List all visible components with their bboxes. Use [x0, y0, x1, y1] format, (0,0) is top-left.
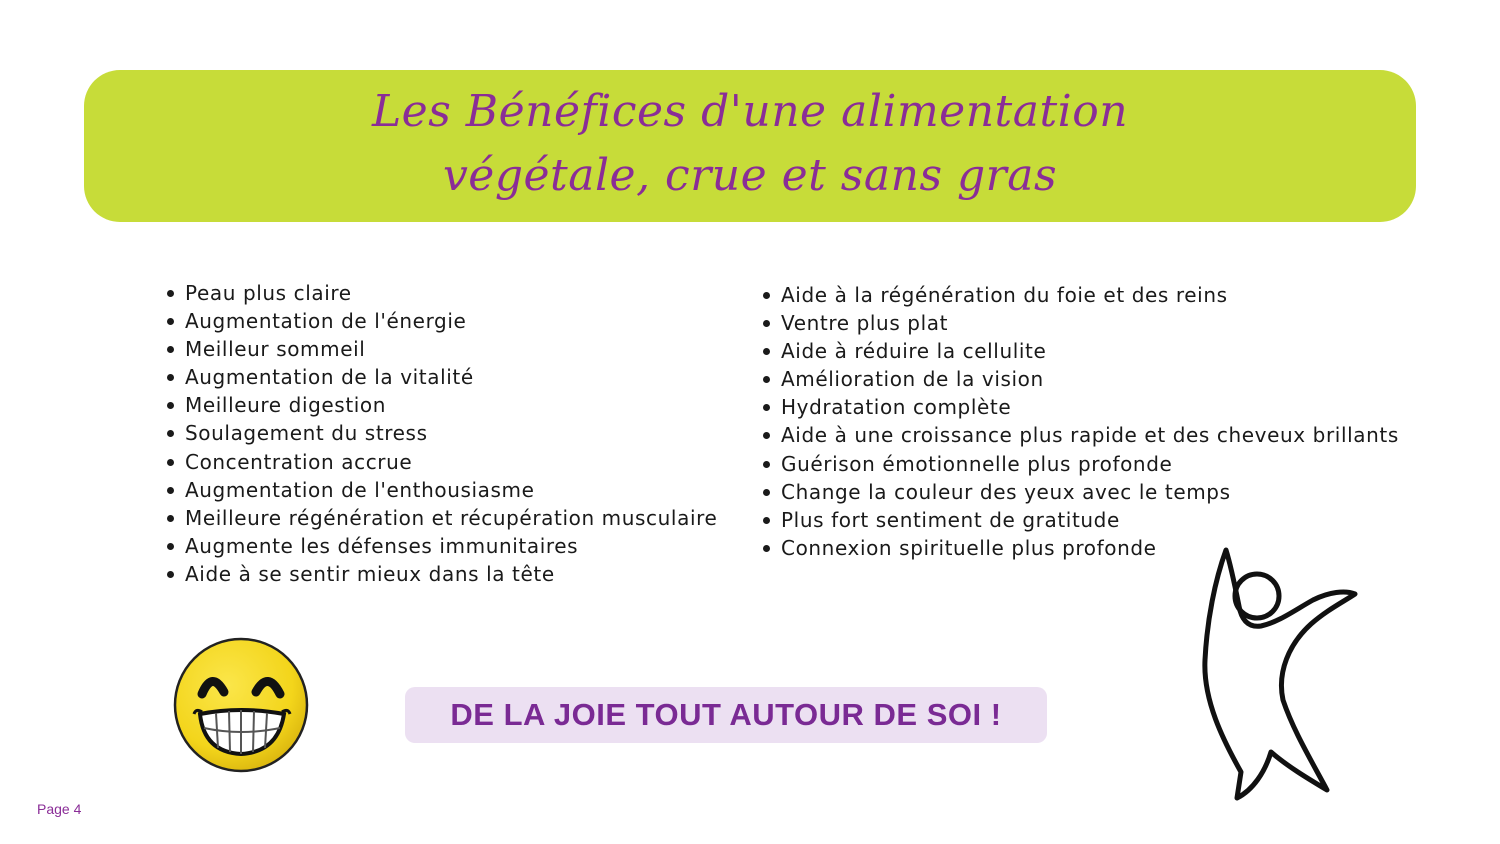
benefit-item: Meilleure régénération et récupération musculaire [165, 504, 717, 532]
benefit-item: Guérison émotionnelle plus profonde [761, 450, 1399, 478]
joy-banner: DE LA JOIE TOUT AUTOUR DE SOI ! [405, 687, 1047, 743]
benefit-item: Aide à une croissance plus rapide et des cheveux brillants [761, 421, 1399, 449]
benefit-item: Augmentation de la vitalité [165, 363, 717, 391]
grinning-smiley-icon [172, 636, 310, 774]
benefit-item: Soulagement du stress [165, 419, 717, 447]
jumping-person-icon [1195, 540, 1365, 810]
benefit-item: Augmentation de l'énergie [165, 307, 717, 335]
benefit-item: Aide à se sentir mieux dans la tête [165, 560, 717, 588]
benefits-list-right [761, 281, 1399, 562]
benefit-item: Aide à la régénération du foie et des reins [761, 281, 1399, 309]
benefit-item: Meilleure digestion [165, 391, 717, 419]
benefit-item: Peau plus claire [165, 279, 717, 307]
page-title [0, 80, 1500, 208]
benefit-item: Aide à réduire la cellulite [761, 337, 1399, 365]
benefit-item: Meilleur sommeil [165, 335, 717, 363]
benefit-item: Augmente les défenses immunitaires [165, 532, 717, 560]
benefit-item: Connexion spirituelle plus profonde [761, 534, 1399, 562]
benefit-item: Concentration accrue [165, 448, 717, 476]
benefit-item: Hydratation complète [761, 393, 1399, 421]
page-number: Page 4 [37, 801, 82, 817]
benefit-item: Plus fort sentiment de gratitude [761, 506, 1399, 534]
benefit-item: Amélioration de la vision [761, 365, 1399, 393]
benefit-item: Augmentation de l'enthousiasme [165, 476, 717, 504]
benefit-item: Change la couleur des yeux avec le temps [761, 478, 1399, 506]
benefits-list-left [165, 279, 717, 588]
benefit-item: Ventre plus plat [761, 309, 1399, 337]
page-title-line-1: Les Bénéfices d'une alimentation [371, 86, 1129, 137]
page-title-line-2: végétale, crue et sans gras [442, 150, 1058, 201]
